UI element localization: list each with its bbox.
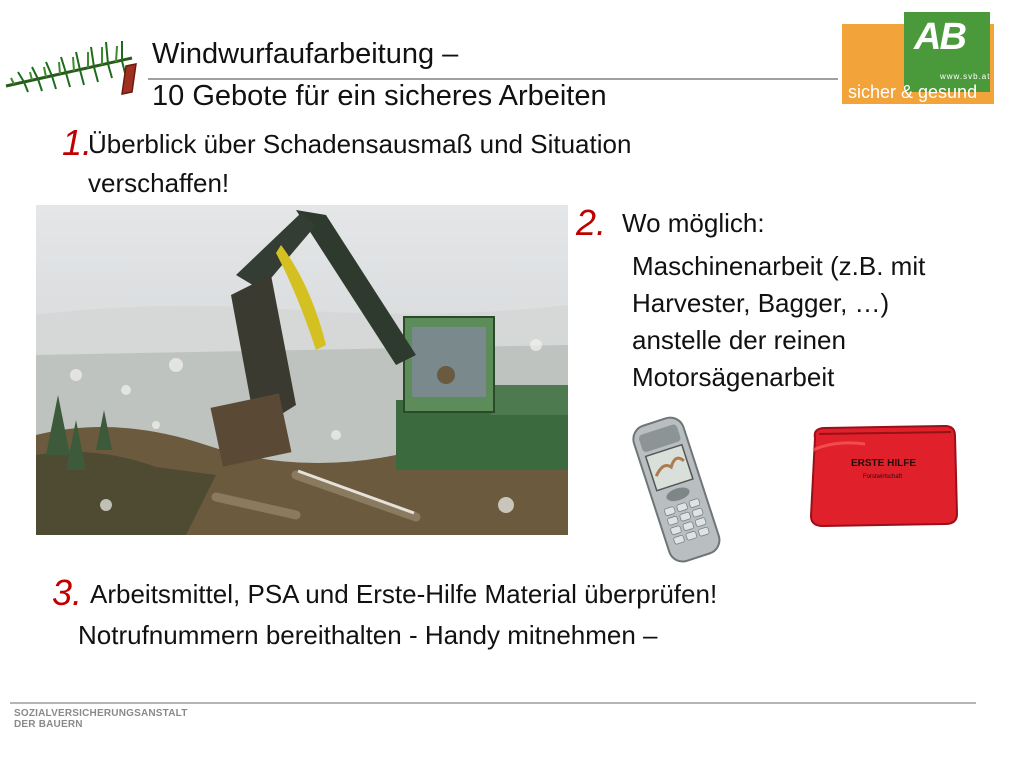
point-2-text-line: Harvester, Bagger, …) [632, 288, 890, 318]
first-aid-label-1: ERSTE HILFE [851, 458, 917, 469]
point-2-text-line: anstelle der reinen [632, 325, 846, 355]
point-1-number: 1. [62, 122, 93, 163]
title-line-1: Windwurfaufarbeitung – [152, 38, 459, 70]
brand-logo [842, 12, 994, 106]
point-2-heading: Wo möglich: [622, 208, 765, 238]
brand-logo-url: www.svb.at [940, 72, 991, 81]
footer-organization-line-1: SOZIALVERSICHERUNGSANSTALT [14, 708, 188, 719]
brand-logo-mark: AB [914, 16, 965, 58]
footer-organization-line-2: DER BAUERN [14, 719, 83, 730]
footer-divider [10, 702, 976, 704]
brand-logo-tagline: sicher & gesund [848, 82, 978, 102]
mobile-phone-icon [628, 410, 728, 565]
point-2-number: 2. [576, 202, 607, 243]
harvester-photo [36, 205, 568, 535]
point-3-number: 3. [52, 572, 83, 613]
point-2-text-line: Motorsägenarbeit [632, 362, 835, 392]
first-aid-kit-icon [805, 420, 960, 530]
point-2-text-line: Maschinenarbeit (z.B. mit [632, 251, 926, 281]
point-1-text-line-2: verschaffen! [88, 168, 230, 198]
title-line-2: 10 Gebote für ein sicheres Arbeiten [152, 80, 607, 112]
first-aid-label-2: Forstwirtschaft [863, 474, 903, 480]
point-3-text-line-2: Notrufnummern bereithalten - Handy mitnehmen – [78, 620, 658, 650]
point-3-text-line-1: Arbeitsmittel, PSA und Erste-Hilfe Material überprüfen! [90, 579, 718, 609]
point-1-text-line-1: Überblick über Schadensausmaß und Situation [88, 129, 632, 159]
tree-logo-icon [4, 18, 144, 98]
footer-organization [14, 708, 188, 730]
point-2-text-block [632, 248, 925, 396]
